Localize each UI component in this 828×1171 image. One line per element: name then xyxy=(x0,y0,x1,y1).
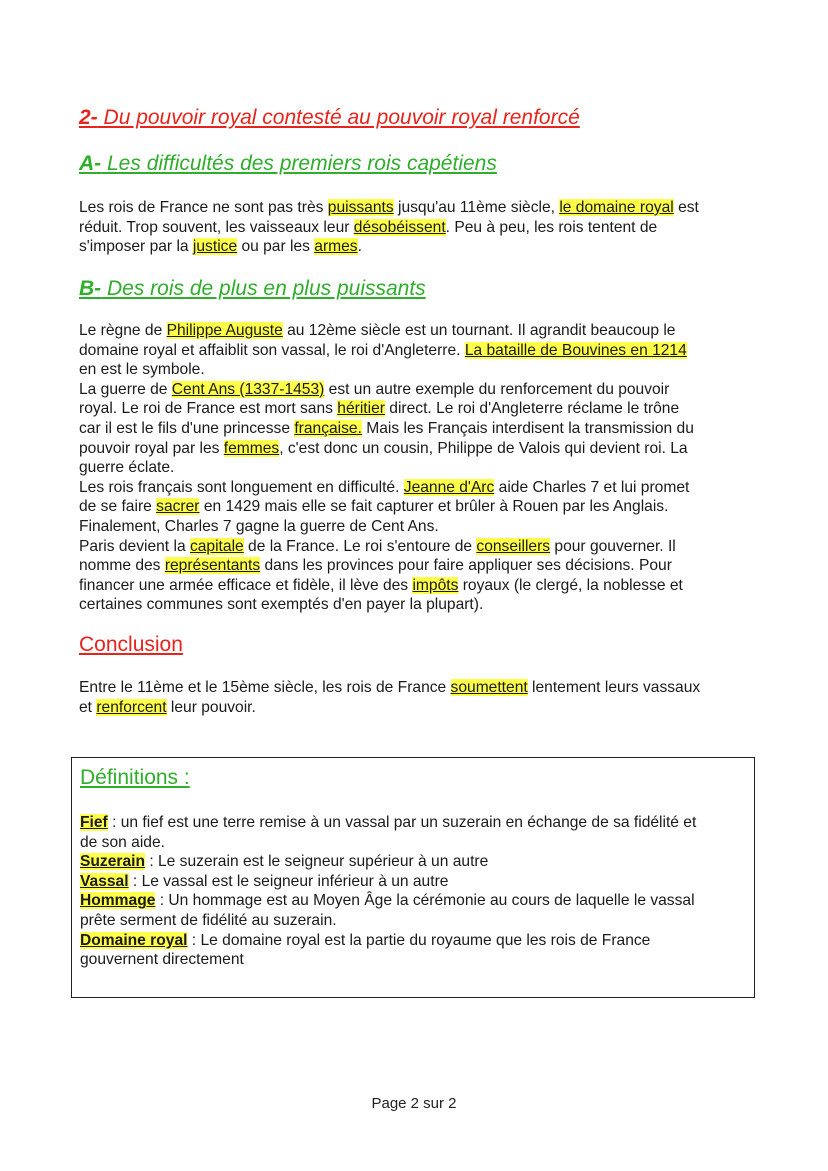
highlight-term: héritier xyxy=(337,400,385,418)
text-line: car il est le fils d'une princesse française. Mais les Français interdisent la transmission du xyxy=(79,419,694,437)
text-line: Finalement, Charles 7 gagne la guerre de Cent Ans. xyxy=(79,517,439,535)
text-line: réduit. Trop souvent, les vaisseaux leur désobéissent. Peu à peu, les rois tentent de xyxy=(79,218,658,236)
text-line: Paris devient la capitale de la France. Le roi s'entoure de conseillers pour gouverner. Il xyxy=(79,537,676,555)
highlight-term: Jeanne d'Arc xyxy=(403,478,495,496)
text-line: Les rois de France ne sont pas très puissants jusqu'au 11ème siècle, le domaine royal est xyxy=(79,199,699,216)
highlight-term: renforcent xyxy=(96,698,167,716)
text-line: gouvernent directement xyxy=(80,951,244,969)
highlight-term: désobéissent xyxy=(353,218,446,236)
text-line: de se faire sacrer en 1429 mais elle se fait capturer et brûler à Rouen par les Anglais. xyxy=(79,498,669,516)
text-line: La guerre de Cent Ans (1337-1453) est un autre exemple du renforcement du pouvoir xyxy=(79,380,670,398)
subheading-letter: B- xyxy=(79,277,102,300)
definition-term: Fief xyxy=(80,814,108,831)
conclusion-heading: Conclusion xyxy=(79,633,183,656)
highlight-term: française. xyxy=(294,419,362,437)
paragraph-a xyxy=(79,198,751,257)
definition-vassal: Vassal : Le vassal est le seigneur inférieur à un autre xyxy=(80,872,449,890)
subheading-title: Des rois de plus en plus puissants xyxy=(101,277,426,300)
definition-term: Domaine royal xyxy=(80,931,188,949)
definition-hommage: Hommage : Un hommage est au Moyen Âge la cérémonie au cours de laquelle le vassal xyxy=(80,892,695,910)
definition-term: Hommage xyxy=(80,892,156,910)
highlight-term: armes xyxy=(314,238,358,256)
subheading-b xyxy=(79,277,426,301)
highlight-term: impôts xyxy=(412,576,459,594)
text-line: de son aide. xyxy=(80,833,165,851)
text-line: en est le symbole. xyxy=(79,361,205,379)
definitions-heading: Définitions : xyxy=(80,766,190,789)
definition-term: Vassal xyxy=(80,872,129,890)
text-line: nomme des représentants dans les provinces pour faire appliquer ses décisions. Pour xyxy=(79,557,672,575)
highlight-term: Philippe Auguste xyxy=(166,322,283,339)
highlight-term: sacrer xyxy=(156,498,200,516)
definition-suzerain: Suzerain : Le suzerain est le seigneur supérieur à un autre xyxy=(80,853,489,871)
section-heading-2 xyxy=(79,106,580,130)
definitions-box xyxy=(71,757,755,998)
definition-domaine-royal: Domaine royal : Le domaine royal est la partie du royaume que les rois de France xyxy=(80,931,651,949)
text-line: guerre éclate. xyxy=(79,459,175,477)
paragraph-b xyxy=(79,321,751,615)
highlight-term: justice xyxy=(192,238,238,256)
text-line: domaine royal et affaiblit son vassal, le roi d'Angleterre. La bataille de Bouvines en 1214 xyxy=(79,341,687,359)
text-line: royal. Le roi de France est mort sans héritier direct. Le roi d'Angleterre réclame le trône xyxy=(79,400,680,418)
subheading-a xyxy=(79,152,497,176)
definition-term: Suzerain xyxy=(80,853,145,871)
highlight-term: représentants xyxy=(164,557,261,575)
text-line: pouvoir royal par les femmes, c'est donc un cousin, Philippe de Valois qui devient roi. La xyxy=(79,439,688,457)
text-line: et renforcent leur pouvoir. xyxy=(79,698,256,716)
definition-fief: Fief : un fief est une terre remise à un vassal par un suzerain en échange de sa fidélité et xyxy=(80,814,697,831)
text-line: Le règne de Philippe Auguste au 12ème siècle est un tournant. Il agrandit beaucoup le xyxy=(79,322,676,339)
text-line: prête serment de fidélité au suzerain. xyxy=(80,911,337,929)
highlight-term: le domaine royal xyxy=(559,199,674,216)
text-line: Les rois français sont longuement en difficulté. Jeanne d'Arc aide Charles 7 et lui promet xyxy=(79,478,690,496)
highlight-term: soumettent xyxy=(450,679,528,696)
text-line: Entre le 11ème et le 15ème siècle, les rois de France soumettent lentement leurs vassaux xyxy=(79,679,701,696)
subheading-letter: A- xyxy=(79,152,102,175)
highlight-term: femmes xyxy=(223,439,280,457)
page-number: Page 2 sur 2 xyxy=(371,1095,457,1112)
definitions-list xyxy=(80,813,740,970)
section-number: 2- xyxy=(79,106,98,129)
highlight-term: capitale xyxy=(189,537,244,555)
highlight-term: La bataille de Bouvines en 1214 xyxy=(464,341,687,359)
highlight-term: Cent Ans (1337-1453) xyxy=(171,380,325,398)
highlight-term: puissants xyxy=(327,199,394,216)
text-line: certaines communes sont exemptés d'en payer la plupart). xyxy=(79,596,484,614)
highlight-term: conseillers xyxy=(476,537,551,555)
conclusion-paragraph xyxy=(79,678,751,717)
text-line: financer une armée efficace et fidèle, il lève des impôts royaux (le clergé, la noblesse et xyxy=(79,576,683,594)
section-title: Du pouvoir royal contesté au pouvoir royal renforcé xyxy=(97,106,580,129)
text-line: s'imposer par la justice ou par les armes. xyxy=(79,238,362,256)
subheading-title: Les difficultés des premiers rois capétiens xyxy=(101,152,497,175)
